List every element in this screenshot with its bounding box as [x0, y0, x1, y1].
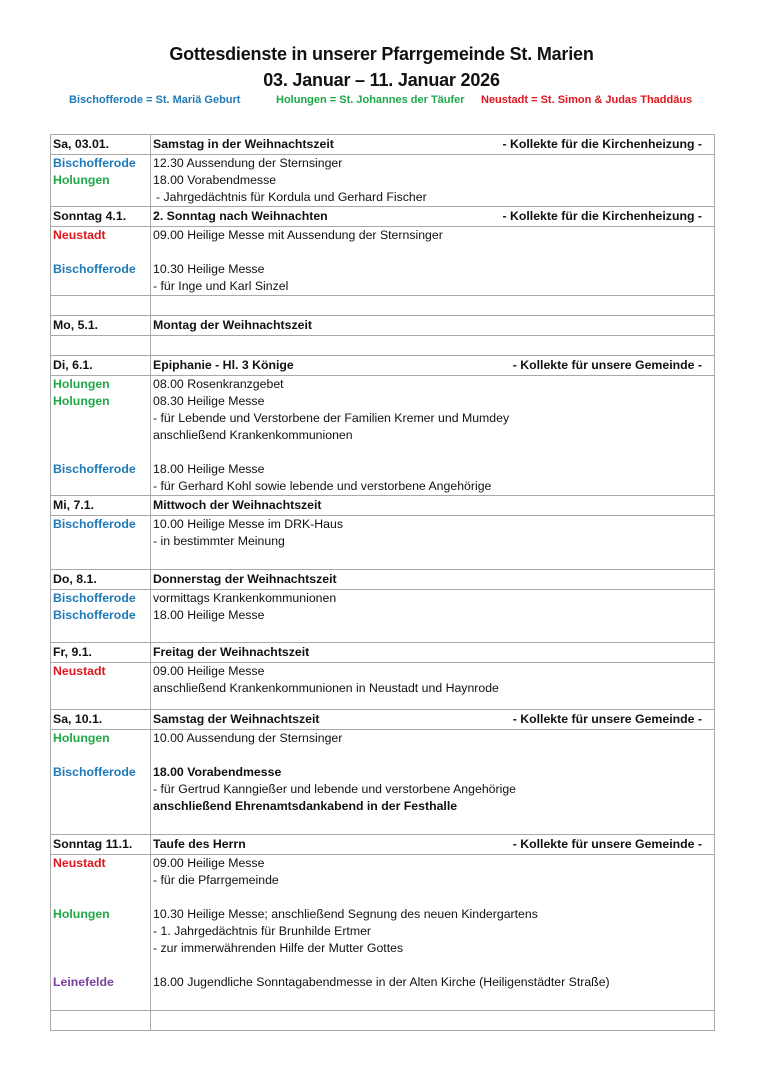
day-header-row [51, 835, 715, 855]
location-label: Leinefelde [53, 975, 114, 989]
service-line: 18.00 Vorabendmesse [153, 765, 282, 779]
location-label: Holungen [53, 173, 110, 187]
empty-row [51, 296, 715, 316]
service-line: 10.30 Heilige Messe [153, 262, 265, 276]
day-title: Donnerstag der Weihnachtszeit [153, 572, 337, 586]
service-line: 09.00 Heilige Messe [153, 856, 265, 870]
service-line: 12.30 Aussendung der Sternsinger [153, 156, 343, 170]
day-title: Mittwoch der Weihnachtszeit [153, 498, 322, 512]
day-detail-row [51, 376, 715, 496]
empty-row [51, 1011, 715, 1031]
location-label: Neustadt [53, 664, 106, 678]
day-detail-row [51, 227, 715, 296]
location-label: Bischofferode [53, 591, 136, 605]
day-detail-row [51, 590, 715, 643]
location-label: Neustadt [53, 856, 106, 870]
kollekte-note: - Kollekte für die Kirchenheizung - [502, 137, 702, 151]
location-label: Holungen [53, 907, 110, 921]
day-title: Montag der Weihnachtszeit [153, 318, 312, 332]
day-date: Di, 6.1. [51, 356, 151, 376]
day-date: Sonntag 11.1. [51, 835, 151, 855]
kollekte-note: - Kollekte für unsere Gemeinde - [512, 358, 702, 372]
service-line: 10.00 Aussendung der Sternsinger [153, 731, 343, 745]
day-detail-row [51, 730, 715, 835]
service-line: - 1. Jahrgedächtnis für Brunhilde Ertmer [153, 924, 372, 938]
location-label: Holungen [53, 377, 110, 391]
location-label: Bischofferode [53, 462, 136, 476]
service-line: 10.30 Heilige Messe; anschließend Segnung des neuen Kindergartens [153, 907, 538, 921]
service-line: anschließend Krankenkommunionen in Neustadt und Haynrode [153, 681, 499, 695]
service-line: - für Gerhard Kohl sowie lebende und verstorbene Angehörige [153, 479, 492, 493]
day-detail-row [51, 155, 715, 207]
service-line: 08.00 Rosenkranzgebet [153, 377, 284, 391]
service-line: vormittags Krankenkommunionen [153, 591, 337, 605]
service-line: - in bestimmter Meinung [153, 534, 285, 548]
day-date: Mo, 5.1. [51, 316, 151, 336]
day-header-row [51, 207, 715, 227]
day-header-row [51, 356, 715, 376]
legend-neustadt: Neustadt = St. Simon & Judas Thaddäus [481, 94, 693, 106]
day-title: Freitag der Weihnachtszeit [153, 645, 310, 659]
service-line: 18.00 Jugendliche Sonntagabendmesse in der Alten Kirche (Heiligenstädter Straße) [153, 975, 610, 989]
service-line: - für Gertrud Kanngießer und lebende und verstorbene Angehörige [153, 782, 516, 796]
location-label: Neustadt [53, 228, 106, 242]
day-title: Samstag in der Weihnachtszeit [153, 137, 334, 151]
service-line: anschließend Ehrenamtsdankabend in der Festhalle [153, 799, 458, 813]
day-header-row [51, 496, 715, 516]
service-line: - für Inge und Karl Sinzel [153, 279, 289, 293]
day-date: Fr, 9.1. [51, 643, 151, 663]
service-line: 18.00 Heilige Messe [153, 462, 265, 476]
service-line: 18.00 Vorabendmesse [153, 173, 277, 187]
day-date: Sa, 03.01. [51, 135, 151, 155]
location-label: Holungen [53, 394, 110, 408]
day-title: Samstag der Weihnachtszeit [153, 712, 320, 726]
kollekte-note: - Kollekte für die Kirchenheizung - [502, 209, 702, 223]
service-line: 18.00 Heilige Messe [153, 608, 265, 622]
day-date: Sonntag 4.1. [51, 207, 151, 227]
day-detail-row [51, 663, 715, 710]
day-header-row [51, 710, 715, 730]
page-title: Gottesdienste in unserer Pfarrgemeinde St. Marien [169, 44, 594, 64]
day-date: Mi, 7.1. [51, 496, 151, 516]
service-line: 09.00 Heilige Messe [153, 664, 265, 678]
service-line: 08.30 Heilige Messe [153, 394, 265, 408]
day-title: 2. Sonntag nach Weihnachten [153, 209, 328, 223]
service-line: - zur immerwährenden Hilfe der Mutter Gottes [153, 941, 404, 955]
legend-holungen: Holungen = St. Johannes der Täufer [276, 94, 465, 106]
day-title: Epiphanie - Hl. 3 Könige [153, 358, 294, 372]
legend-bischofferode: Bischofferode = St. Mariä Geburt [69, 94, 241, 106]
day-header-row [51, 643, 715, 663]
day-detail-row [51, 855, 715, 1011]
service-schedule-table [50, 134, 715, 1031]
service-line: - für Lebende und Verstorbene der Familien Kremer und Mumdey [153, 411, 510, 425]
day-detail-row [51, 516, 715, 570]
location-label: Bischofferode [53, 765, 136, 779]
day-header-row [51, 316, 715, 336]
service-line: 09.00 Heilige Messe mit Aussendung der Sternsinger [153, 228, 443, 242]
day-date: Sa, 10.1. [51, 710, 151, 730]
service-line: 10.00 Heilige Messe im DRK-Haus [153, 517, 343, 531]
day-header-row [51, 135, 715, 155]
location-label: Bischofferode [53, 517, 136, 531]
kollekte-note: - Kollekte für unsere Gemeinde - [512, 837, 702, 851]
empty-row [51, 336, 715, 356]
service-line: - für die Pfarrgemeinde [153, 873, 279, 887]
location-label: Holungen [53, 731, 110, 745]
location-label: Bischofferode [53, 262, 136, 276]
day-date: Do, 8.1. [51, 570, 151, 590]
service-line: - Jahrgedächtnis für Kordula und Gerhard Fischer [156, 190, 427, 204]
day-header-row [51, 570, 715, 590]
day-title: Taufe des Herrn [153, 837, 246, 851]
service-line: anschließend Krankenkommunionen [153, 428, 353, 442]
location-label: Bischofferode [53, 156, 136, 170]
location-label: Bischofferode [53, 608, 136, 622]
kollekte-note: - Kollekte für unsere Gemeinde - [512, 712, 702, 726]
date-range-title: 03. Januar – 11. Januar 2026 [263, 70, 500, 90]
